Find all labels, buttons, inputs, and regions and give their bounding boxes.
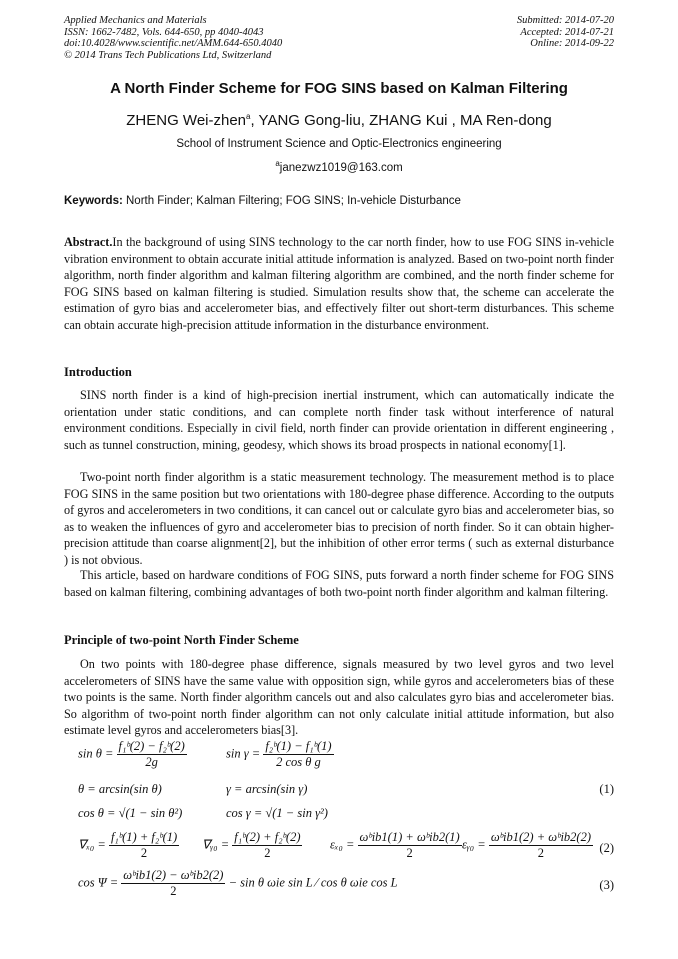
eq-eps-y: [462, 830, 593, 861]
eq-sin-gamma-num: f₂ᵇ(1) − f₁ᵇ(1): [265, 739, 332, 753]
principle-heading: Principle of two-point North Finder Scheme: [64, 633, 299, 647]
author-list: [0, 112, 678, 129]
eq-eps-x: [330, 830, 462, 861]
eq-sin-theta: [78, 739, 187, 770]
eq-cos-psi-rest: − sin θ ωie sin L ⁄ cos θ ωie cos L: [228, 875, 398, 890]
first-author: ZHENG Wei-zhen: [126, 112, 247, 129]
intro-heading: Introduction: [64, 365, 132, 379]
keywords-text: North Finder; Kalman Filtering; FOG SINS; In-vehicle Disturbance: [122, 195, 461, 207]
author-affil-mark: a: [246, 112, 251, 121]
intro-paragraph-1: SINS north finder is a kind of high-precision inertial instrument, which can automatically indicate the orientation under static conditions, and can complete north finder task without interference of natural environment conditions. Especially in civil field, north finder can provide orientation in different engineering , such as tunnel construction, mining, geodesy, which shows its broad prospects in national economy[1].: [64, 388, 614, 452]
abstract-text: In the background of using SINS technology to the car north finder, how to use FOG SINS in-vehicle vibration environment to obtain accurate initial attitude information is analyzed. Based on two-point north finder algorithm, north finder algorithm and kalman filtering algorithm are combined, and the north finder scheme for FOG SINS based on kalman filtering is studied. Simulation results show that, the scheme can accelerate the estimation of gyro bias and accelerometer bias, and effectively filter out short-term disturbances. This scheme can obtain accurate high-precision attitude information in the disturbance environment.: [64, 235, 614, 332]
eq-sin-gamma-den: 2 cos θ g: [276, 755, 321, 769]
eq-eps-x-num: ωᵇib1(1) + ωᵇib2(1): [359, 830, 460, 844]
eq-nabla-x-num: f₁ᵇ(1) + f₂ᵇ(1): [110, 830, 178, 844]
other-authors: , YANG Gong-liu, ZHANG Kui , MA Ren-dong: [250, 112, 552, 129]
eq-eps-y-lhs: εᵧ₀ =: [462, 837, 486, 852]
journal-issn: ISSN: 1662-7482, Vols. 644-650, pp 4040-4043: [64, 26, 264, 38]
paper-title: A North Finder Scheme for FOG SINS based on Kalman Filtering: [110, 80, 568, 97]
eq-eps-x-frac: [358, 830, 462, 861]
eq-sin-gamma: [226, 739, 334, 770]
abstract: [64, 234, 614, 333]
eq-eps-x-lhs: εₓ₀ =: [330, 837, 355, 852]
eq-eps-y-num: ωᵇib1(2) + ωᵇib2(2): [490, 830, 592, 844]
eq-nabla-x-frac: [109, 830, 179, 861]
journal-doi: doi:10.4028/www.scientific.net/AMM.644-650.4040: [64, 38, 283, 49]
keywords: [64, 195, 614, 207]
intro-paragraph-3: This article, based on hardware conditions of FOG SINS, puts forward a north finder scheme for FOG SINS based on kalman filtering, combining advantages of both two-point north finder algorithm and kalman filtering.: [64, 568, 614, 599]
eq-nabla-x: [78, 830, 179, 861]
eq-nabla-y-den: 2: [264, 846, 271, 860]
eq-sin-theta-frac: [117, 739, 187, 770]
abstract-label: Abstract.: [64, 235, 113, 249]
eq-sin-theta-lhs: sin θ =: [78, 746, 114, 761]
journal-name: Applied Mechanics and Materials: [64, 15, 207, 26]
eq-theta: θ = arcsin(sin θ): [78, 782, 162, 796]
eq-eps-y-frac: [489, 830, 593, 861]
eq-sin-theta-num: f₁ᵇ(2) − f₂ᵇ(2): [118, 739, 185, 753]
online-date: Online: 2014-09-22: [530, 38, 614, 49]
eq-nabla-y-lhs: ∇ᵧ₀ =: [202, 837, 230, 852]
eq-number-3: (3): [599, 878, 614, 892]
eq-sin-theta-den: 2g: [145, 755, 158, 769]
email-address: janezwz1019@163.com: [279, 161, 403, 174]
eq-number-1: (1): [599, 782, 614, 796]
affiliation: School of Instrument Science and Optic-Electronics engineering: [176, 138, 502, 150]
eq-nabla-x-den: 2: [140, 846, 148, 860]
eq-nabla-y-num: f₁ᵇ(2) + f₂ᵇ(2): [234, 830, 301, 844]
submission-dates: [517, 15, 614, 50]
eq-cos-psi-lhs: cos Ψ =: [78, 875, 119, 890]
eq-nabla-x-lhs: ∇ₓ₀ =: [78, 837, 106, 852]
eq-eps-x-den: 2: [406, 846, 413, 860]
eq-sin-gamma-lhs: sin γ =: [226, 746, 261, 761]
eq-number-2: (2): [599, 841, 614, 855]
eq-cos-gamma: cos γ = √(1 − sin γ²): [226, 806, 328, 820]
journal-info: [64, 15, 282, 61]
intro-paragraph-2: Two-point north finder algorithm is a static measurement technology. The measurement method is to place FOG SINS in the same position but two orientations with 180-degree phase difference. According to the outputs of gyros and accelerometers in two conditions, it can cancel out or calculate gyro bias and accelerometer bias, so as to weaken the influences of gyro and accelerometer bias to precision of north finder. So it can obtain higher-precision attitude than coarse alignment[2], but the inhibition of other error terms ( such as external disturbance ) is not obvious.: [64, 470, 614, 567]
eq-nabla-y-frac: [232, 830, 302, 861]
journal-copyright: © 2014 Trans Tech Publications Ltd, Switzerland: [64, 49, 272, 61]
eq-nabla-y: [202, 830, 302, 861]
accepted-date: Accepted: 2014-07-21: [520, 26, 614, 38]
email-mark: a: [275, 159, 280, 168]
submitted-date: Submitted: 2014-07-20: [516, 15, 614, 26]
keywords-label: Keywords:: [64, 195, 123, 207]
eq-eps-y-den: 2: [537, 846, 545, 860]
eq-cos-psi: [78, 868, 398, 899]
eq-sin-gamma-frac: [263, 739, 333, 770]
eq-cos-psi-num: ωᵇib1(2) − ωᵇib2(2): [123, 868, 224, 882]
author-email: [0, 159, 678, 174]
eq-gamma: γ = arcsin(sin γ): [226, 782, 308, 796]
principle-paragraph: On two points with 180-degree phase difference, signals measured by two level gyros and two level accelerometers of SINS have the same value with opposition sign, while gyros and accelerometers bias of these two points is the same. North finder algorithm cancels out and also calculates gyro bias and accelerometer bias. So algorithm of two-point north finder algorithm can not only calculate initial attitude information, but also estimate level gyros and accelerometers bias[3].: [64, 657, 614, 737]
eq-cos-psi-den: 2: [170, 884, 177, 898]
eq-cos-theta: cos θ = √(1 − sin θ²): [78, 806, 183, 820]
eq-cos-psi-frac: [121, 868, 225, 899]
